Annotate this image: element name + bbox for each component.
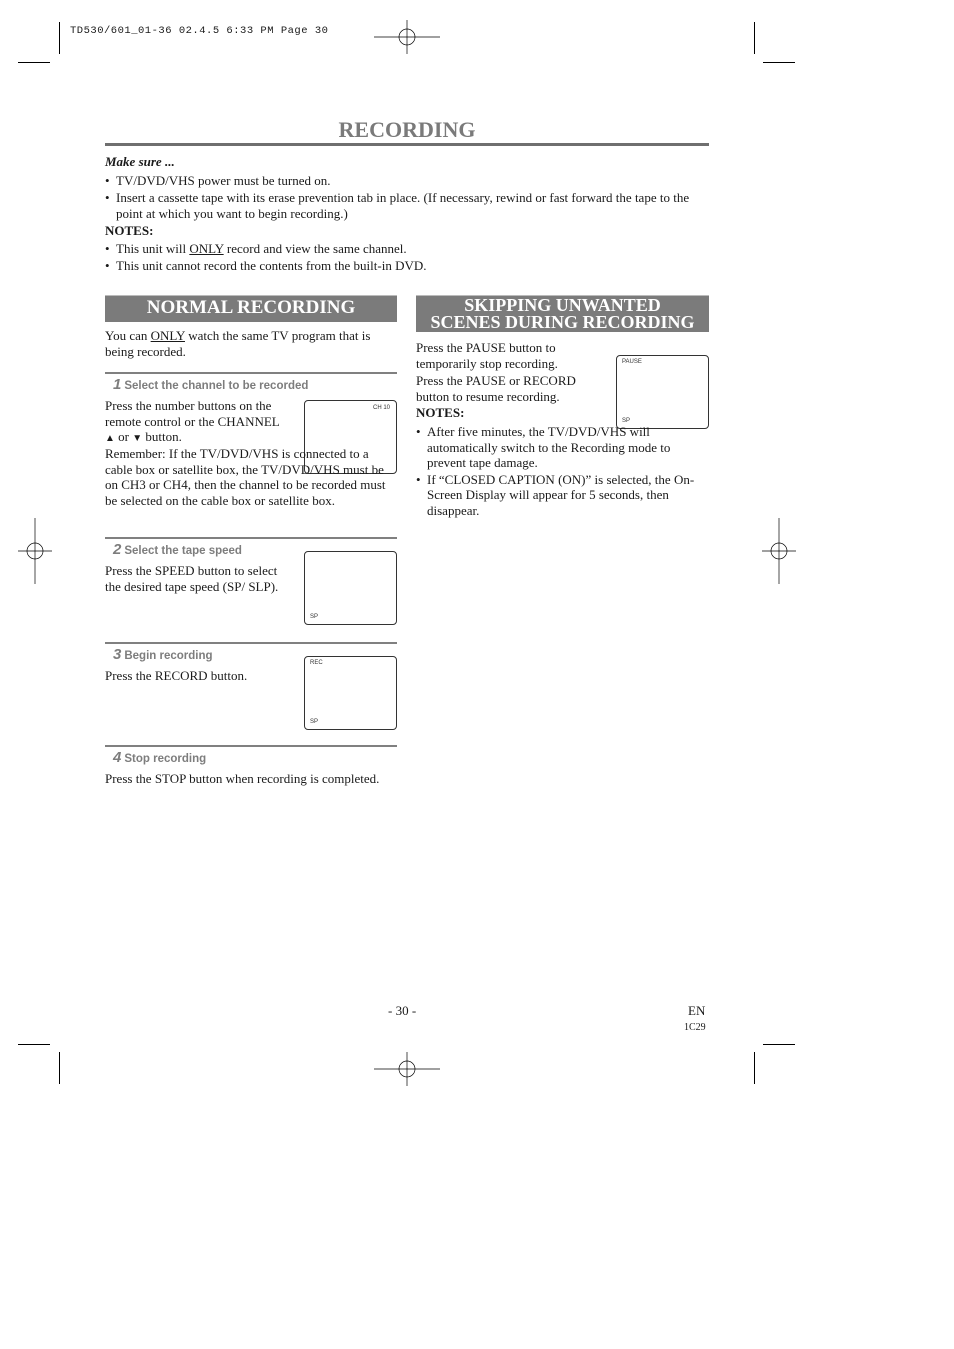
skipping-paragraph: Press the PAUSE button to temporarily stop recording. [416, 340, 558, 371]
model-code: 1C29 [684, 1022, 706, 1033]
step-rule [105, 537, 397, 539]
step-1-remember [105, 446, 397, 508]
registration-mark-bottom [374, 1052, 440, 1086]
step-number: 3 [113, 646, 122, 663]
notes-label: NOTES: [105, 223, 154, 238]
make-sure-label: Make sure ... [105, 154, 175, 169]
step-2-text: Press the SPEED button to select the desired tape speed (SP/ SLP). [105, 563, 279, 594]
step-title-text: Stop recording [124, 753, 207, 765]
step-text: Press the number buttons on the remote control or the CHANNEL [105, 398, 280, 429]
down-arrow-icon: ▼ [132, 433, 143, 444]
skipping-paragraph: Press the PAUSE or RECORD button to resume recording. [416, 373, 576, 404]
step-4-text: Press the STOP button when recording is completed. [105, 771, 380, 786]
note-text: This unit will [116, 240, 190, 256]
intro-note: • This unit cannot record the contents from the built-in DVD. [105, 258, 709, 274]
crop-mark [754, 1052, 755, 1084]
crop-mark [59, 1052, 60, 1084]
skipping-notes [416, 424, 709, 518]
tv-screen-pause [616, 355, 709, 429]
step-4-title [113, 750, 206, 768]
step-text: Remember: If the TV/DVD/VHS is connected to a cable box or satellite box, the TV/DVD/VHS must be on CH3 or CH4, then the channel to be recorded must be selected on the cable box or satellite box. [105, 446, 386, 508]
osd-speed-label: SP [622, 418, 631, 424]
step-title-text: Begin recording [124, 650, 213, 662]
crop-mark [763, 1044, 795, 1045]
step-title-text: Select the channel to be recorded [124, 380, 309, 392]
normal-lead [105, 328, 397, 359]
language-code: EN [688, 1003, 706, 1018]
normal-recording-heading: NORMAL RECORDING [105, 295, 397, 322]
registration-mark-right [762, 518, 796, 584]
lead-text: watch the same TV program that is being recorded. [105, 328, 371, 359]
step-rule [105, 372, 397, 374]
tv-screen-record [304, 656, 397, 730]
osd-rec-label: REC [310, 660, 323, 666]
osd-speed-label: SP [310, 719, 319, 725]
skipping-text [416, 340, 610, 423]
step-2-title [113, 542, 242, 560]
step-title-text: Select the tape speed [124, 545, 242, 557]
heading-line: SKIPPING UNWANTED [464, 295, 661, 315]
osd-pause-label: PAUSE [622, 359, 642, 365]
crop-mark [59, 22, 60, 54]
step-number: 1 [113, 376, 122, 393]
step-rule [105, 642, 397, 644]
up-arrow-icon: ▲ [105, 433, 115, 444]
lead-text: You can [105, 328, 151, 343]
note-emphasis: ONLY [189, 240, 224, 256]
step-rule [105, 745, 397, 747]
crop-mark [18, 62, 50, 63]
title-rule [105, 143, 709, 146]
page-title: RECORDING [338, 117, 476, 142]
heading-line: SCENES DURING RECORDING [430, 312, 695, 332]
note-text: record and view the same channel. [223, 240, 407, 256]
crop-mark [754, 22, 755, 54]
intro-bullet: • Insert a cassette tape with its erase prevention tab in place. (If necessary, rewind or fast forward the tape to the point at which you want to begin recording.) [105, 190, 709, 221]
print-slug: TD530/601_01-36 02.4.5 6:33 PM Page 30 [70, 25, 329, 37]
step-1-title [113, 377, 308, 395]
page-number: - 30 - [388, 1003, 417, 1018]
step-text: button. [142, 429, 182, 444]
lead-emphasis: ONLY [150, 328, 185, 343]
intro-block [105, 154, 709, 274]
skipping-heading [416, 295, 709, 332]
crop-mark [18, 1044, 50, 1045]
step-text: or [114, 429, 133, 444]
intro-note [105, 241, 709, 257]
osd-speed-label: SP [310, 614, 319, 620]
skipping-note: • After five minutes, the TV/DVD/VHS will automatically switch to the Recording mode to prevent tape damage. [416, 424, 709, 471]
notes-label: NOTES: [416, 405, 465, 420]
step-3-text: Press the RECORD button. [105, 668, 248, 683]
registration-mark-left [18, 518, 52, 584]
step-number: 2 [113, 541, 122, 558]
registration-mark-top [374, 20, 440, 54]
skipping-note: • If “CLOSED CAPTION (ON)” is selected, the On-Screen Display will appear for 5 seconds, then disappear. [416, 472, 709, 519]
osd-channel-label: CH 10 [372, 405, 390, 411]
intro-bullet: • TV/DVD/VHS power must be turned on. [105, 173, 709, 189]
crop-mark [763, 62, 795, 63]
tv-screen-speed [304, 551, 397, 625]
step-3-title [113, 647, 213, 665]
step-1-text [105, 398, 301, 447]
step-number: 4 [113, 749, 122, 766]
